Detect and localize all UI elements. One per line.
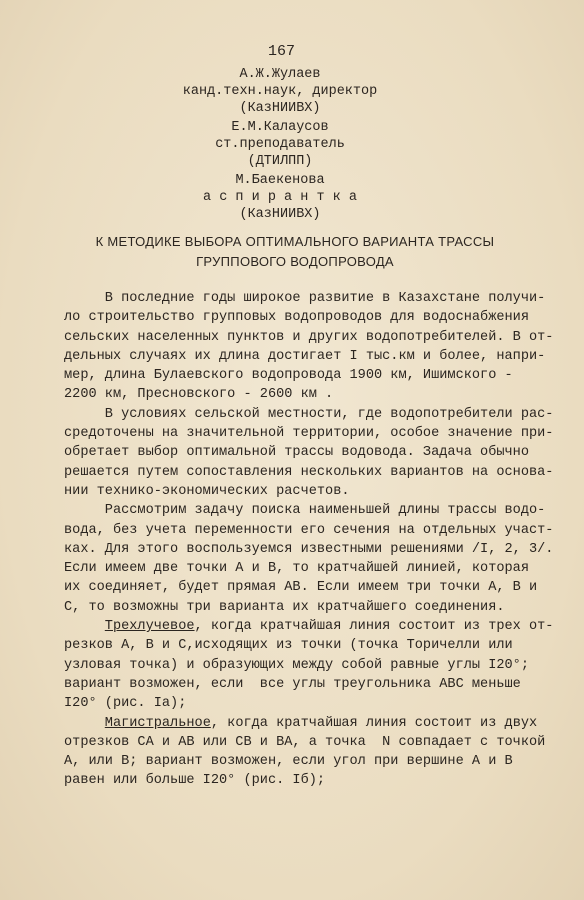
text-line: обретает выбор оптимальной трассы водовода. Задача обычно xyxy=(64,445,529,461)
text-line: решается путем сопоставления нескольких вариантов на основа- xyxy=(64,464,554,480)
author-3-name: М.Баекенова xyxy=(235,173,325,188)
paragraph-2 xyxy=(64,405,554,501)
text-line: их соединяет, будет прямая АВ. Если имеем три точки А, В и xyxy=(64,580,538,596)
author-2-name: Е.М.Калаусов xyxy=(231,120,329,135)
text-line: отрезков СА и АВ или СВ и ВА, а точка N совпадает с точкой xyxy=(64,734,546,750)
author-1-position: канд.техн.наук, директор xyxy=(182,84,378,99)
text-line xyxy=(64,617,554,636)
author-1-name: А.Ж.Жулаев xyxy=(239,67,321,82)
author-3 xyxy=(150,172,410,223)
title-line-2: ГРУППОВОГО ВОДОПРОВОДА xyxy=(196,254,394,269)
text-fragment: , когда кратчайшая линия состоит из трех от- xyxy=(194,619,554,635)
text-line: Рассмотрим задачу поиска наименьшей длины трассы водо- xyxy=(64,503,546,519)
text-line: мер, длина Булаевского водопровода 1900 км, Ишимского - xyxy=(64,368,513,384)
author-2-position: ст.преподаватель xyxy=(215,137,345,152)
author-2 xyxy=(150,119,410,170)
text-line: С, то возможны три варианта их кратчайшего соединения. xyxy=(64,599,505,615)
text-line: В последние годы широкое развитие в Казахстане получи- xyxy=(64,291,546,306)
text-line: сельских населенных пунктов и других водопотребителей. В от- xyxy=(64,329,554,345)
page-number: 167 xyxy=(268,43,296,60)
author-1 xyxy=(150,66,410,117)
text-line: В условиях сельской местности, где водопотребители рас- xyxy=(64,406,554,422)
text-line: узловая точка) и образующих между собой равные углы I20°; xyxy=(64,657,529,673)
author-3-affiliation: (КазНИИВХ) xyxy=(239,207,321,222)
text-line: А, или В; вариант возможен, если угол при вершине А и В xyxy=(64,754,513,770)
text-line: резков А, В и С,исходящих из точки (точка Торичелли или xyxy=(64,638,513,654)
title-line-1: К МЕТОДИКЕ ВЫБОРА ОПТИМАЛЬНОГО ВАРИАНТА ТРАССЫ xyxy=(95,234,495,249)
paragraph-1 xyxy=(64,289,554,405)
text-line: ло строительство групповых водопроводов для водоснабжения xyxy=(64,310,529,326)
text-line: нии технико-экономических расчетов. xyxy=(64,483,350,499)
paragraph-5 xyxy=(64,714,546,791)
text-line: дельных случаях их длина достигает I тыс.км и более, напри- xyxy=(64,348,546,364)
text-fragment: , когда кратчайшая линия состоит из двух xyxy=(210,715,538,731)
term-three-ray: Трехлучевое xyxy=(104,619,195,635)
author-2-affiliation: (ДТИЛПП) xyxy=(247,154,313,169)
term-main-line: Магистральное xyxy=(104,715,211,731)
text-line: 2200 км, Пресновского - 2600 км . xyxy=(64,387,334,403)
text-line: равен или больше I20° (рис. Iб); xyxy=(64,773,326,789)
author-3-position: а с п и р а н т к а xyxy=(203,190,357,205)
paragraph-3 xyxy=(64,501,554,617)
paragraph-4 xyxy=(64,617,554,713)
author-1-affiliation: (КазНИИВХ) xyxy=(239,101,321,116)
text-line: средоточены на значительной территории, особое значение при- xyxy=(64,426,554,442)
text-line: вариант возможен, если все углы треугольника АВС меньше xyxy=(64,676,521,692)
article-body xyxy=(64,289,554,791)
text-line: вода, без учета переменности его сечения на отдельных участ- xyxy=(64,522,554,538)
text-line: ках. Для этого воспользуемся известными решениями /I, 2, 3/. xyxy=(64,541,554,557)
text-line xyxy=(64,714,538,733)
text-line: I20° (рис. Iа); xyxy=(64,696,187,712)
authors-block xyxy=(150,66,410,225)
text-line: Если имеем две точки А и В, то кратчайшей линией, которая xyxy=(64,561,529,577)
article-title xyxy=(40,232,550,272)
